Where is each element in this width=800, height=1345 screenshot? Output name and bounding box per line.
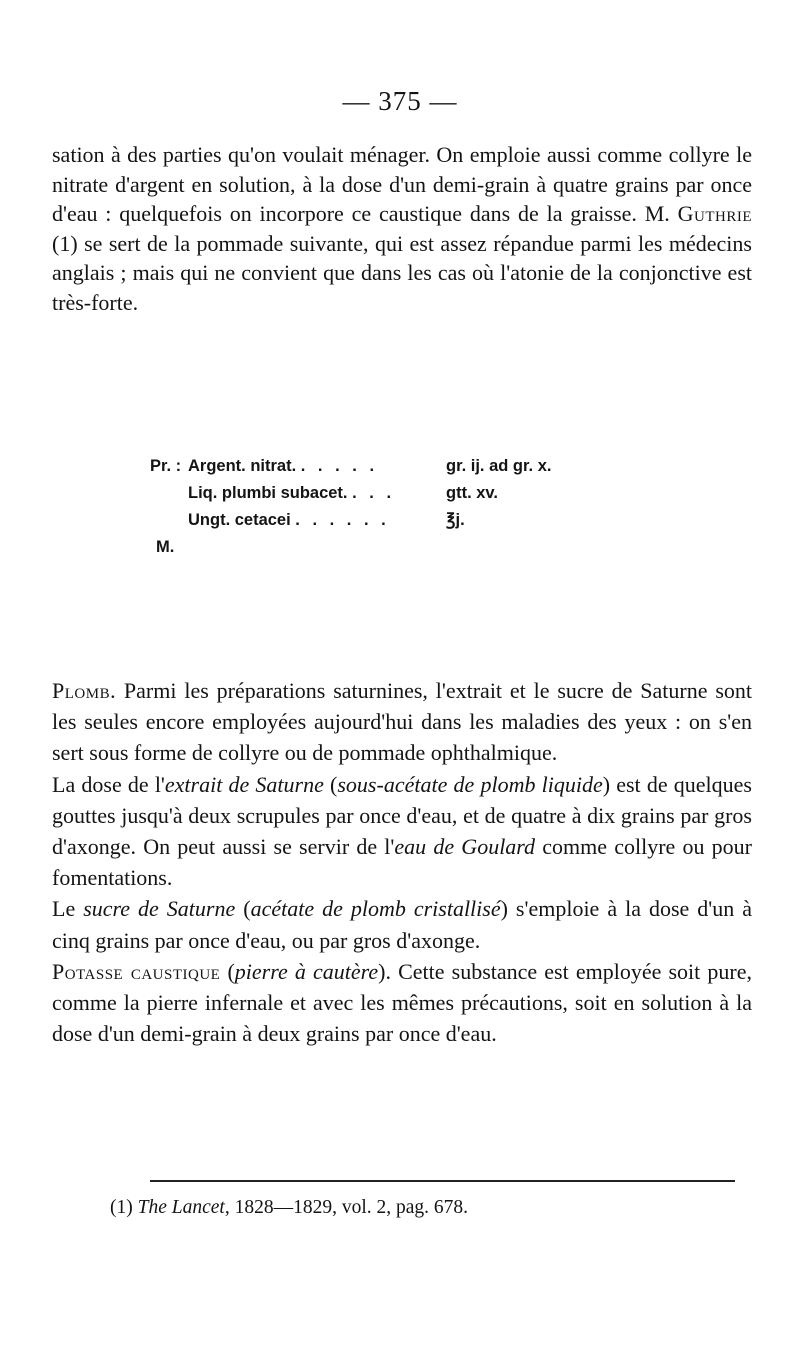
rx-prefix: Pr. : — [150, 457, 182, 475]
paragraph-text: (1) se sert de la pommade suivante, qui est assez répandue parmi les médecins anglais ; mais qui ne convient que dans les cas où l'atonie de la conjonctive est très-forte. — [52, 230, 752, 315]
prescription-row — [150, 480, 710, 507]
paragraph-text: sation à des parties qu'on voulait ménager. On emploie aussi comme collyre le nitrate d'argent en solution, à la dose d'un demi-grain à quatre grains par once d'eau : quelquefois on incorpore ce caustique dans de la graisse. M. — [52, 142, 752, 227]
section-heading: Plomb. — [52, 678, 117, 703]
term-italic: acétate de plomb cristallisé — [250, 896, 501, 922]
rx-dose: gtt. xv. — [446, 484, 498, 502]
journal-title: The Lancet — [137, 1197, 225, 1218]
rx-ingredient: Liq. plumbi subacet. . . . — [188, 484, 396, 502]
term-italic: extrait de Saturne — [164, 771, 324, 797]
prescription — [150, 453, 710, 561]
rx-signature: M. — [156, 538, 175, 556]
section-heading: Potasse caustique — [52, 958, 221, 984]
paragraph-nitrate — [52, 140, 752, 318]
prescription-row — [150, 453, 710, 480]
paragraph-text: Parmi les préparations saturnines, l'extrait et le sucre de Saturne sont les seules encore employées aujourd'hui dans les maladies des yeux : on s'en sert sous forme de collyre ou de pommade ophthalmique. — [52, 678, 752, 766]
paragraph-sucre: Le sucre de Saturne (acétate de plomb cristallisé) s'emploie à la dose d'un à cinq grains par once d'eau, ou par gros d'axonge. — [52, 896, 752, 953]
footnote-divider — [150, 1180, 735, 1182]
rx-dose: ℥j. — [446, 511, 465, 529]
paragraph-plomb — [52, 675, 752, 769]
main-text — [52, 140, 752, 318]
rx-prefix — [150, 480, 188, 507]
rx-ingredient: Ungt. cetacei . . . . . . — [188, 511, 390, 529]
main-text-continued — [52, 675, 752, 1049]
page-number: — 375 — — [342, 86, 458, 116]
term-italic: eau de Goulard — [394, 834, 536, 860]
footnote: (1) The Lancet, 1828—1829, vol. 2, pag. 678. — [110, 1197, 469, 1218]
term-italic: pierre à cautère — [234, 958, 379, 984]
rx-ingredient: Argent. nitrat. . . . . . — [188, 457, 379, 475]
prescription-row — [150, 507, 710, 534]
author-name: Guthrie — [677, 201, 752, 227]
paragraph-potasse: Potasse caustique (pierre à cautère). Cette substance est employée soit pure, comme la pierre infernale et avec les mêmes précautions, soit en solution à la dose d'un demi-grain à deux grains par once d'eau. — [52, 958, 752, 1047]
term-italic: sous-acétate de plomb liquide — [337, 771, 603, 797]
term-italic: sucre de Saturne — [83, 896, 236, 922]
rx-dose: gr. ij. ad gr. x. — [446, 457, 552, 475]
paragraph-extrait: La dose de l'extrait de Saturne (sous-acétate de plomb liquide) est de quelques gouttes jusqu'à deux scrupules par once d'eau, et de quatre à dix grains par gros d'axonge. On peut aussi se servir de l'eau de Goulard comme collyre ou pour fomentations. — [52, 771, 753, 891]
rx-prefix — [150, 507, 188, 534]
